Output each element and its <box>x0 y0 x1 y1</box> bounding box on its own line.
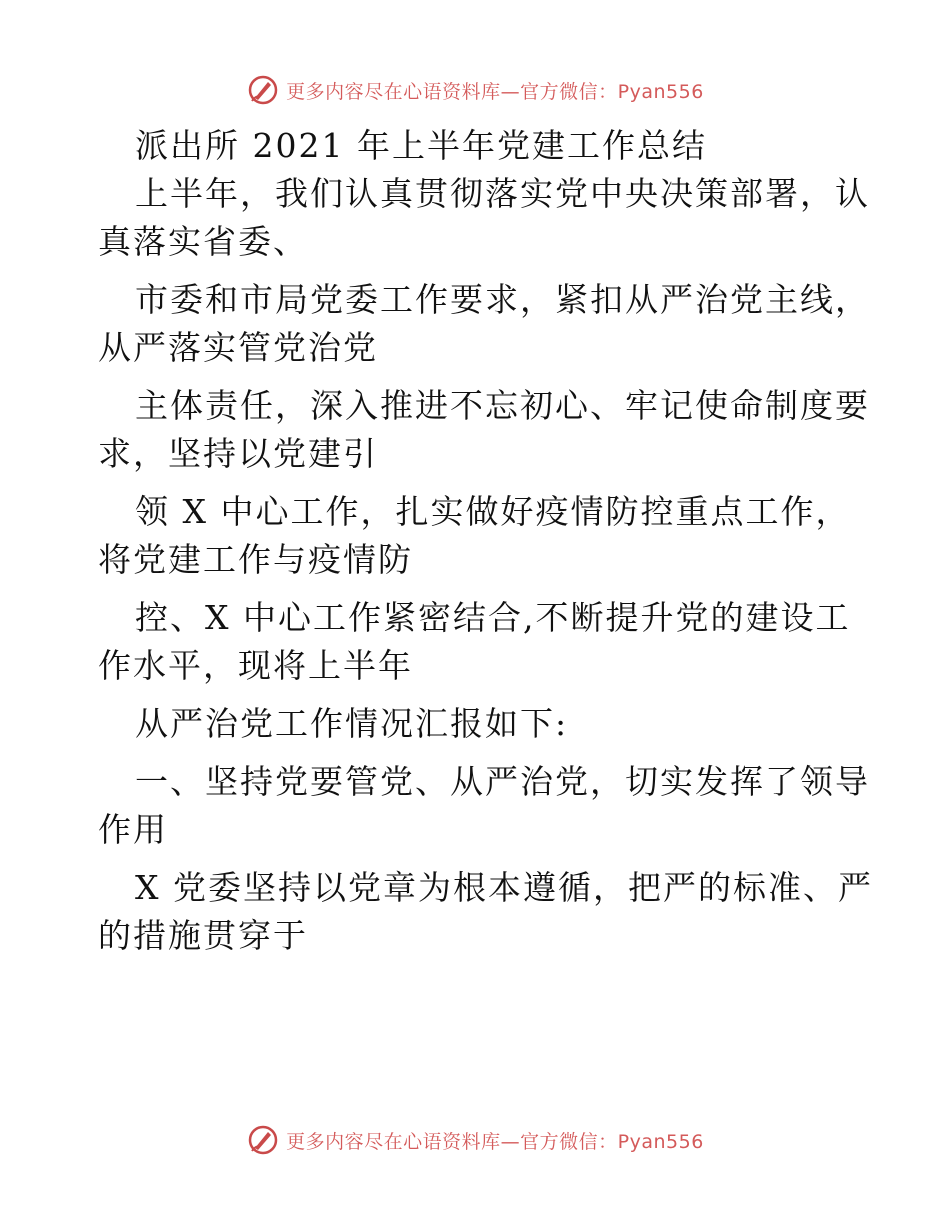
text-line: 从严治党工作情况汇报如下: <box>135 704 569 743</box>
text-line: 领 X 中心工作，扎实做好疫情防控重点工作， <box>135 492 851 531</box>
text-line: 市委和市局党委工作要求，紧扣从严治党主线， <box>135 280 870 319</box>
text-line: 将党建工作与疫情防 <box>98 540 413 579</box>
text-line: 控、X 中心工作紧密结合,不断提升党的建设工 <box>135 598 851 637</box>
header-watermark <box>0 72 950 108</box>
text-line: 真落实省委、 <box>98 222 308 261</box>
footer-watermark <box>0 1122 950 1158</box>
text-line: 作水平，现将上半年 <box>98 646 413 685</box>
text-line: 的措施贯穿于 <box>98 916 308 955</box>
text-line: 从严落实管党治党 <box>98 328 378 367</box>
text-line: 求，坚持以党建引 <box>98 434 378 473</box>
document-body <box>98 122 873 960</box>
watermark-text: 更多内容尽在心语资料库—官方微信：Pyan556 <box>286 80 704 103</box>
text-line: 上半年，我们认真贯彻落实党中央决策部署，认 <box>135 174 870 213</box>
quill-pen-icon <box>246 73 280 107</box>
text-line: 主体责任，深入推进不忘初心、牢记使命制度要 <box>135 386 870 425</box>
section-heading-continued: 作用 <box>98 810 168 849</box>
document-title: 派出所 2021 年上半年党建工作总结 <box>135 126 707 165</box>
watermark-text: 更多内容尽在心语资料库—官方微信：Pyan556 <box>286 1130 704 1153</box>
section-heading: 一、坚持党要管党、从严治党，切实发挥了领导 <box>135 762 870 801</box>
text-line: X 党委坚持以党章为根本遵循，把严的标准、严 <box>135 868 873 907</box>
quill-pen-icon <box>246 1123 280 1157</box>
